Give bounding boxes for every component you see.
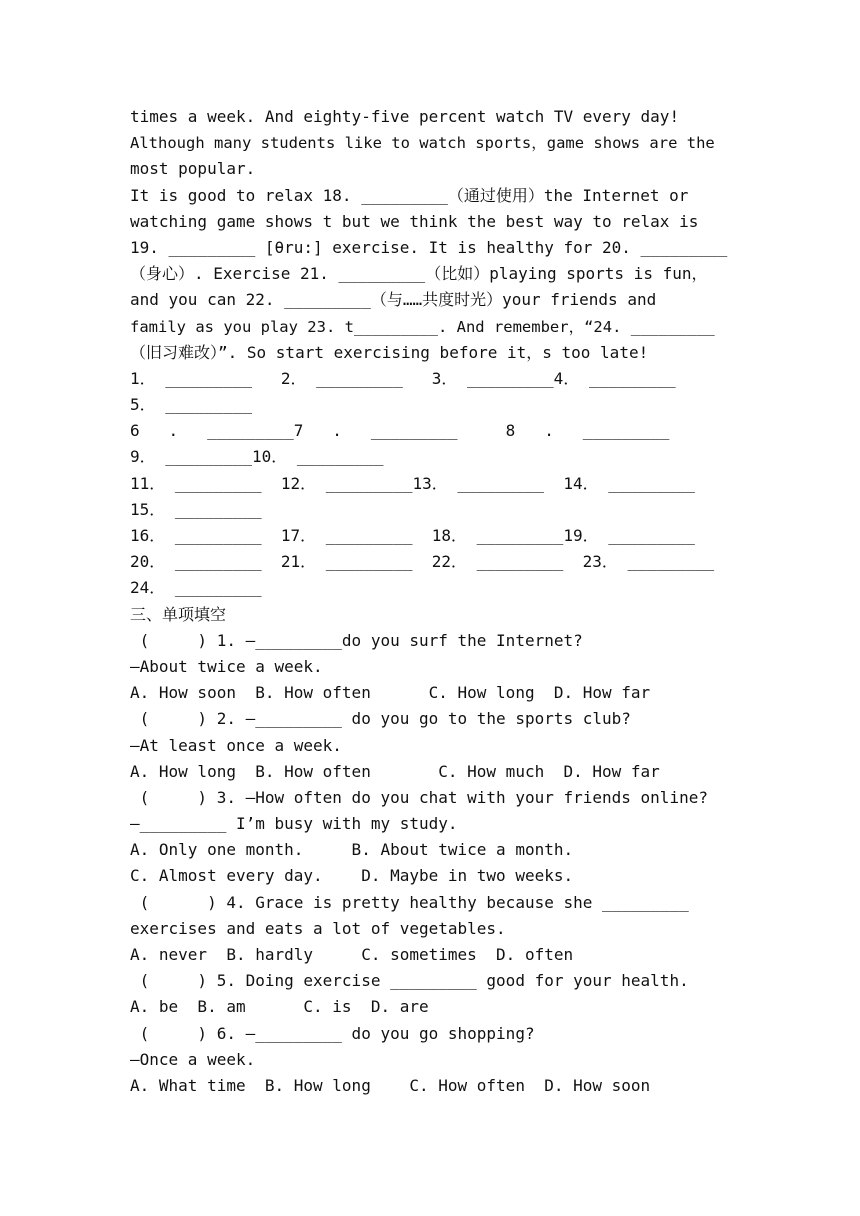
question-reply: —About twice a week.: [130, 656, 323, 676]
question-stem: ( ) 2. —_________ do you go to the sports club?: [130, 709, 631, 729]
answer-line: 24． _________: [130, 578, 262, 598]
question-reply: —Once a week.: [130, 1049, 256, 1069]
passage-line: most popular.: [130, 159, 256, 179]
passage-line: （旧习难改）”. So start exercising before it，s too late!: [130, 342, 649, 362]
answer-line: 20． _________ 21． _________ 22． _________ 23． _________: [130, 552, 715, 572]
answer-line: 9． _________10． _________: [130, 447, 384, 467]
passage-line: Although many students like to watch sports，game shows are the: [130, 134, 715, 153]
passage-line: 19. _________ [θru:] exercise. It is healthy for 20. _________: [130, 237, 728, 257]
question-options: C. Almost every day. D. Maybe in two weeks.: [130, 866, 574, 886]
question-options: A. be B. am C. is D. are: [130, 997, 429, 1017]
passage-line: and you can 22. _________（与……共度时光）your friends and: [130, 290, 657, 310]
answer-line: 6 . _________7 . _________ 8 . _________: [130, 421, 670, 441]
answer-line: 16． _________ 17． _________ 18． _________19． _________: [130, 526, 695, 545]
question-stem: ( ) 4. Grace is pretty healthy because she _________: [130, 892, 689, 912]
answer-line: 11． _________ 12． _________13． _________ 14． _________: [130, 473, 695, 493]
question-stem: ( ) 3. —How often do you chat with your friends online?: [130, 787, 708, 807]
question-reply: —At least once a week.: [130, 735, 342, 755]
question-options: A. How long B. How often C. How much D. How far: [130, 761, 660, 781]
question-options: A. What time B. How long C. How often D. How soon: [130, 1075, 651, 1095]
answer-line: 1． _________ 2． _________ 3． _________4． _________: [130, 368, 676, 388]
question-reply: exercises and eats a lot of vegetables.: [130, 918, 506, 938]
question-stem: ( ) 1. —_________do you surf the Internet?: [130, 630, 583, 650]
passage-line: watching game shows t but we think the best way to relax is: [130, 211, 699, 231]
answer-line: 5． _________: [130, 395, 252, 415]
document-page: [130, 104, 730, 1099]
question-stem: ( ) 5. Doing exercise _________ good for your health.: [130, 971, 689, 991]
question-reply: —_________ I’m busy with my study.: [130, 814, 458, 834]
passage-line: （身心）. Exercise 21. _________（比如）playing sports is fun，: [130, 264, 708, 284]
question-stem: ( ) 6. —_________ do you go shopping?: [130, 1023, 535, 1043]
question-options: A. How soon B. How often C. How long D. How far: [130, 683, 651, 703]
passage-line: family as you play 23. t_________. And remember，“24. _________: [130, 317, 715, 336]
question-options: A. Only one month. B. About twice a month.: [130, 840, 574, 860]
passage-line: It is good to relax 18. _________（通过使用）the Internet or: [130, 185, 689, 205]
passage-line: times a week. And eighty-five percent watch TV every day!: [130, 107, 680, 126]
answer-line: 15． _________: [130, 499, 262, 519]
section-title: 三、单项填空: [130, 604, 227, 624]
question-options: A. never B. hardly C. sometimes D. often: [130, 945, 574, 964]
